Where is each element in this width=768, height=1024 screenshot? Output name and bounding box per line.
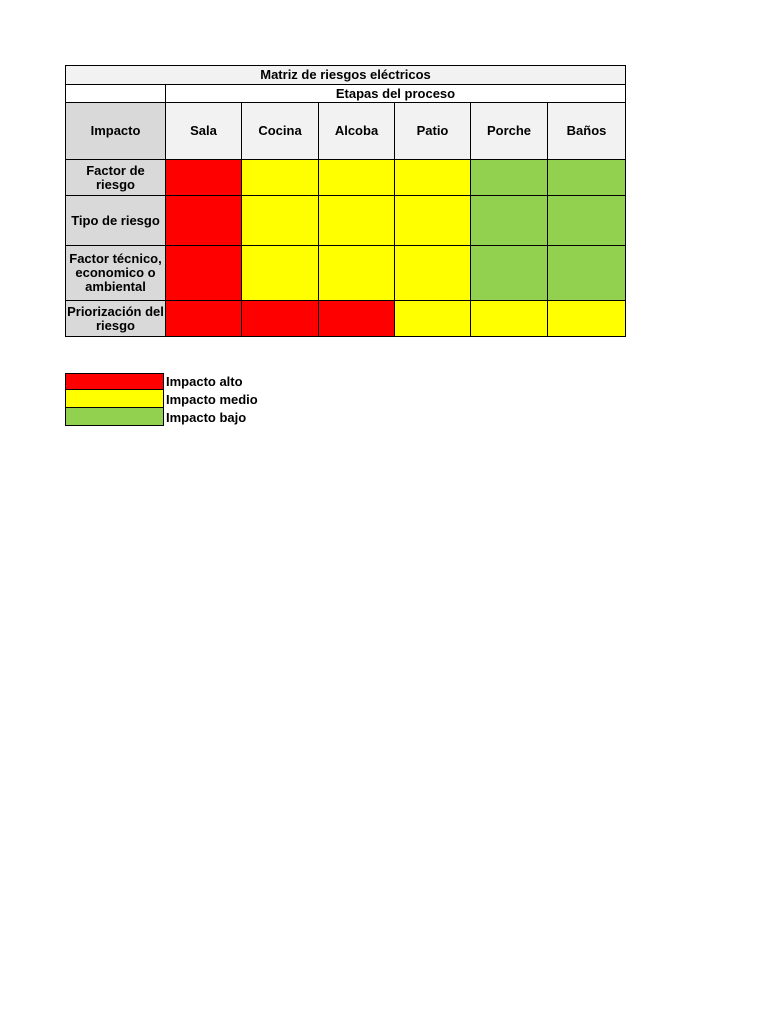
legend-swatch-alto xyxy=(65,373,164,390)
legend-item-medio xyxy=(65,390,258,408)
risk-cell xyxy=(548,196,626,246)
risk-cell xyxy=(242,246,319,301)
risk-cell xyxy=(548,160,626,196)
blank-corner-cell xyxy=(66,85,166,103)
legend-swatch-medio xyxy=(65,390,164,408)
legend-label-alto: Impacto alto xyxy=(166,373,243,389)
impact-header: Impacto xyxy=(66,103,166,160)
legend-item-bajo xyxy=(65,408,258,426)
risk-cell xyxy=(242,160,319,196)
table-row xyxy=(66,301,626,337)
risk-cell xyxy=(319,196,395,246)
risk-cell xyxy=(242,301,319,337)
column-header-cocina: Cocina xyxy=(242,103,319,160)
risk-cell xyxy=(395,196,471,246)
legend-label-medio: Impacto medio xyxy=(166,391,258,407)
risk-cell xyxy=(166,160,242,196)
table-row xyxy=(66,160,626,196)
table-row xyxy=(66,196,626,246)
impact-legend xyxy=(65,372,258,426)
risk-cell xyxy=(166,246,242,301)
legend-item-alto xyxy=(65,372,258,390)
risk-cell xyxy=(395,160,471,196)
risk-cell xyxy=(395,246,471,301)
matrix-title: Matriz de riesgos eléctricos xyxy=(66,66,626,85)
risk-cell xyxy=(319,301,395,337)
row-label-factor-de-riesgo: Factor de riesgo xyxy=(66,160,166,196)
risk-cell xyxy=(166,301,242,337)
risk-cell xyxy=(548,301,626,337)
risk-cell xyxy=(471,246,548,301)
column-header-alcoba: Alcoba xyxy=(319,103,395,160)
risk-cell xyxy=(471,196,548,246)
table-row xyxy=(66,246,626,301)
risk-cell xyxy=(242,196,319,246)
risk-cell xyxy=(319,246,395,301)
risk-cell xyxy=(319,160,395,196)
risk-cell xyxy=(548,246,626,301)
stages-header: Etapas del proceso xyxy=(166,85,626,103)
column-header-patio: Patio xyxy=(395,103,471,160)
risk-cell xyxy=(166,196,242,246)
legend-label-bajo: Impacto bajo xyxy=(166,409,247,425)
risk-cell xyxy=(395,301,471,337)
column-header-sala: Sala xyxy=(166,103,242,160)
legend-swatch-bajo xyxy=(65,408,164,426)
risk-cell xyxy=(471,301,548,337)
row-label-factor-tecnico: Factor técnico, economico o ambiental xyxy=(66,246,166,301)
row-label-priorizacion: Priorización del riesgo xyxy=(66,301,166,337)
row-label-tipo-de-riesgo: Tipo de riesgo xyxy=(66,196,166,246)
risk-matrix-table xyxy=(65,65,626,337)
column-header-porche: Porche xyxy=(471,103,548,160)
column-header-banos: Baños xyxy=(548,103,626,160)
risk-cell xyxy=(471,160,548,196)
